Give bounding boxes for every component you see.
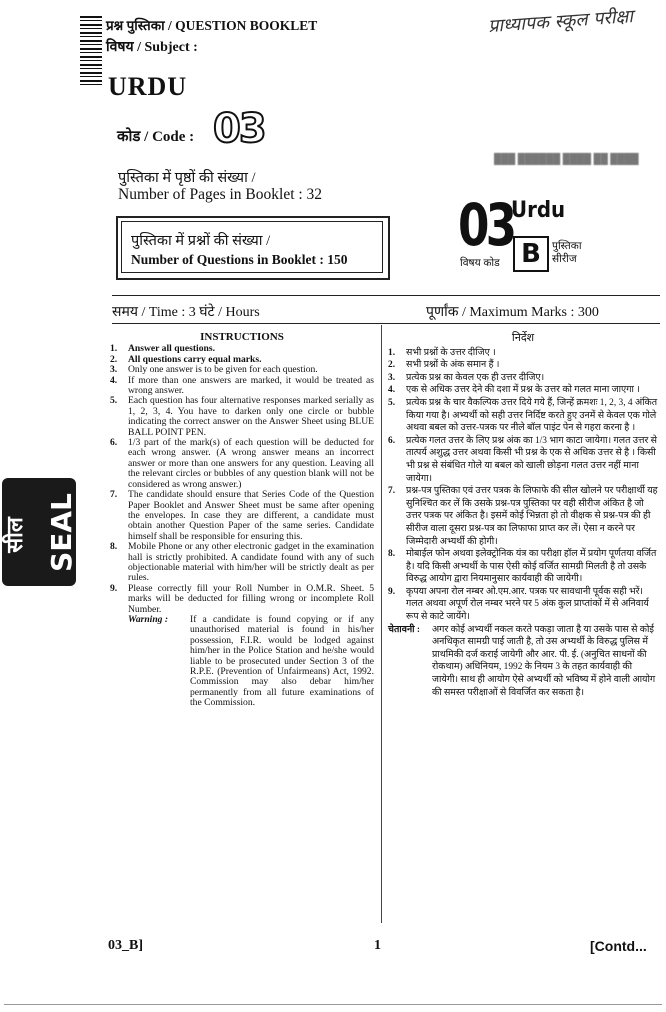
instruction-number: 3. [110, 364, 118, 376]
instruction-item [388, 586, 658, 624]
column-divider [381, 325, 382, 923]
questions-label: Number of Questions in Booklet : 150 [131, 252, 348, 267]
instructions-list-hindi [388, 347, 658, 624]
warning-block-hindi [388, 624, 658, 700]
instruction-number: 6. [110, 437, 118, 449]
instruction-item [388, 485, 658, 548]
barcode-icon [80, 16, 102, 88]
instruction-item [110, 438, 374, 490]
instruction-item [110, 396, 374, 438]
instruction-text: प्रत्येक गलत उत्तर के लिए प्रश्न अंक का 1/3 भाग काटा जायेगा। गलत उत्तर से तात्पर्य अशुद्ध उत्तर अथवा किसी भी प्रश्न के एक से अधिक उत्तर से है । किसी भी प्रश्न से संबंधित गोले या बबल को खाली छोड़ना गलत उत्तर नहीं माना जायेगा। [406, 435, 657, 484]
pages-label: Number of Pages in Booklet : 32 [118, 186, 323, 203]
paper-subject: Urdu [511, 198, 566, 223]
handwritten-note: प्राध्यापक स्कूल परीक्षा [487, 6, 634, 38]
instruction-item [388, 397, 658, 435]
divider-meta [112, 323, 660, 324]
max-marks-label: पूर्णांक / Maximum Marks : 300 [426, 305, 599, 320]
warning-label-hindi: चेतावनी : [388, 624, 421, 635]
paper-code: 03 [458, 191, 514, 259]
instructions-title: INSTRUCTIONS [200, 331, 284, 343]
instruction-text: प्रश्न-पत्र पुस्तिका एवं उत्तर पत्रक के लिफाफे की सील खोलने पर परीक्षार्थी यह सुनिश्चित कर लें कि उसके प्रश्न-पत्र पुस्तिका पर वही सीरीज अंकित है जो उत्तर पत्रक पर अंकित है। इसमें कोई भिन्नता हो तो वीक्षक से प्रश्न-पत्र की ही सीरीज वाला दूसरा प्रश्न-पत्र का लिफाफा प्राप्त कर लें। ऐसा न करने पर जिम्मेदारी अभ्यर्थी की होगी। [406, 486, 658, 547]
instruction-number: 9. [110, 582, 118, 594]
instruction-text: मोबाईल फोन अथवा इलेक्ट्रोनिक यंत्र का परीक्षा हॉल में प्रयोग पूर्णतया वर्जित है। यदि किसी अभ्यर्थी के पास ऐसी कोई वर्जित सामग्री मिलती है तो उसके विरुद्ध आयोग द्वारा नियमानुसार कार्यवाही की जायेगी। [406, 549, 657, 585]
instruction-text: Each question has four alternative responses marked serially as 1, 2, 3, 4. You have to darken only one circle or bubble indicating the correct answer on the Answer Sheet using BLUE BALL POINT PEN. [128, 395, 374, 438]
instruction-text: The candidate should ensure that Series Code of the Question Paper Booklet and Answer Sheet must be same after opening the envelopes. In case they are different, a candidate must obtain another Question Paper of the same series. Candidate himself shall be responsible for ensuring this. [128, 489, 374, 542]
instruction-text: एक से अधिक उत्तर देने की दशा में प्रश्न के उत्तर को गलत माना जाएगा । [406, 385, 640, 396]
subject-label: विषय / Subject : [106, 40, 198, 55]
instruction-number: 8. [388, 549, 396, 560]
questions-label-hindi: पुस्तिका में प्रश्नों की संख्या / [131, 233, 271, 249]
instruction-text: कृपया अपना रोल नम्बर ओ.एम.आर. पत्रक पर सावधानी पूर्वक सही भरें। गलत अथवा अपूर्ण रोल नम्बर भरने पर 5 अंक कुल प्राप्तांकों में से अनिवार्य रूप से काटे जायेंगे। [406, 586, 649, 623]
instruction-item [388, 384, 658, 397]
subject-value: URDU [108, 72, 188, 101]
instruction-number: 7. [110, 489, 118, 501]
pages-label-hindi: पुस्तिका में पृष्ठों की संख्या / [118, 170, 256, 186]
booklet-series-label: पुस्तिका सीरीज [552, 241, 582, 265]
code-value: 03 [213, 106, 265, 152]
bottom-rule [4, 1004, 662, 1005]
instruction-text: All questions carry equal marks. [128, 353, 262, 365]
contd-label: [Contd... [590, 938, 647, 954]
instruction-item [388, 347, 658, 360]
instruction-number: 8. [110, 541, 118, 553]
time-label: समय / Time : 3 घंटे / Hours [112, 305, 260, 320]
instruction-text: Mobile Phone or any other electronic gadget in the examination hall is strictly prohibited. A candidate found with any of such objectionable material with him/her will be strictly dealt as per rules. [128, 541, 374, 584]
instructions-title-hindi: निर्देश [511, 332, 535, 344]
warning-label: Warning : [128, 613, 169, 625]
warning-text: If a candidate is found copying or if any unauthorised material is found in his/her possession, F.I.R. would be lodged against him/her in the Police Station and he/she would liable to be prosecuted under Section 3 of the R.P.E. (Prevention of Unfairmeans) Act, 1992. Commission may also debar him/her permanently from all future examinations of the Commission. [190, 613, 374, 709]
instruction-number: 2. [388, 360, 396, 371]
instruction-text: Answer all questions. [128, 343, 215, 355]
instruction-number: 4. [388, 385, 396, 396]
instruction-text: सभी प्रश्नों के उत्तर दीजिए । [406, 347, 496, 358]
instruction-number: 9. [388, 586, 396, 597]
booklet-label: प्रश्न पुस्तिका / QUESTION BOOKLET [106, 18, 318, 33]
instructions-list [110, 344, 374, 615]
seal-text-hindi: सील [2, 517, 28, 553]
series-box: B [513, 236, 549, 272]
instruction-text: Only one answer is to be given for each question. [128, 364, 318, 376]
instructions-hindi [388, 332, 658, 699]
subject-code-label: विषय कोड [460, 258, 500, 269]
instruction-number: 6. [388, 435, 396, 446]
instruction-item [110, 542, 374, 584]
warning-text-hindi: अगर कोई अभ्यर्थी नकल करते पकड़ा जाता है या उसके पास से कोई अनधिकृत सामग्री पाई जाती है, तो उस अभ्यर्थी के विरुद्ध पुलिस में प्राथमिकी दर्ज कराई जायेगी और आर. पी. ई. (अनुचित साधनों की रोकथाम) अधिनियम, 1992 के नियम 3 के तहत कार्यवाही की जायेगी। साथ ही आयोग ऐसे अभ्यर्थी को भविष्य में होने वाली आयोग की समस्त परीक्षाओं से विवर्जित कर सकता है। [432, 624, 656, 698]
instruction-text: सभी प्रश्नों के अंक समान हैं । [406, 360, 500, 371]
instruction-number: 4. [110, 374, 118, 386]
instructions-english [110, 332, 374, 709]
instruction-item [110, 490, 374, 542]
instruction-number: 7. [388, 486, 396, 497]
seal-text-english: SEAL [44, 493, 78, 572]
instruction-text: प्रत्येक प्रश्न का केवल एक ही उत्तर दीजिए। [406, 372, 545, 383]
instruction-item [110, 584, 374, 615]
instruction-number: 3. [388, 372, 396, 383]
seal-stamp [2, 478, 76, 586]
instruction-text: 1/3 part of the mark(s) of each question will be deducted for each wrong answer. (A wrong answer means an incorrect answer or more than one answers for any question. Leaving all the relevant circles or bubbles of any question blank will not be considered as wrong answer.) [128, 437, 374, 490]
serial-number: ███ ██████ ████ ██ ████ [494, 154, 639, 165]
instruction-item [110, 376, 374, 397]
instruction-number: 1. [110, 343, 118, 355]
instruction-item [388, 359, 658, 372]
instruction-number: 5. [388, 397, 396, 408]
instruction-item [388, 372, 658, 385]
divider-top [112, 295, 660, 296]
instruction-number: 2. [110, 353, 118, 365]
code-label: कोड / Code : [117, 129, 195, 145]
instruction-item [388, 548, 658, 586]
instruction-item [388, 435, 658, 485]
instruction-text: Please correctly fill your Roll Number in O.M.R. Sheet. 5 marks will be deducted for filling wrong or incomplete Roll Number. [128, 582, 374, 615]
page-number: 1 [374, 938, 381, 953]
instruction-text: प्रत्येक प्रश्न के चार वैकल्पिक उत्तर दिये गये हैं, जिन्हें क्रमशः 1, 2, 3, 4 अंकित किया गया है। अभ्यर्थी को सही उत्तर निर्दिष्ट करते हुए उनमें से केवल एक गोले अथवा बबल को उत्तर-पत्रक पर नीले बॉल पाइंट पेन से गहरा करना है । [406, 397, 658, 434]
instruction-number: 5. [110, 395, 118, 407]
instruction-number: 1. [388, 347, 396, 358]
warning-block [128, 615, 374, 709]
footer-code: 03_B] [108, 938, 143, 953]
instruction-text: If more than one answers are marked, it would be treated as wrong answer. [128, 374, 374, 397]
